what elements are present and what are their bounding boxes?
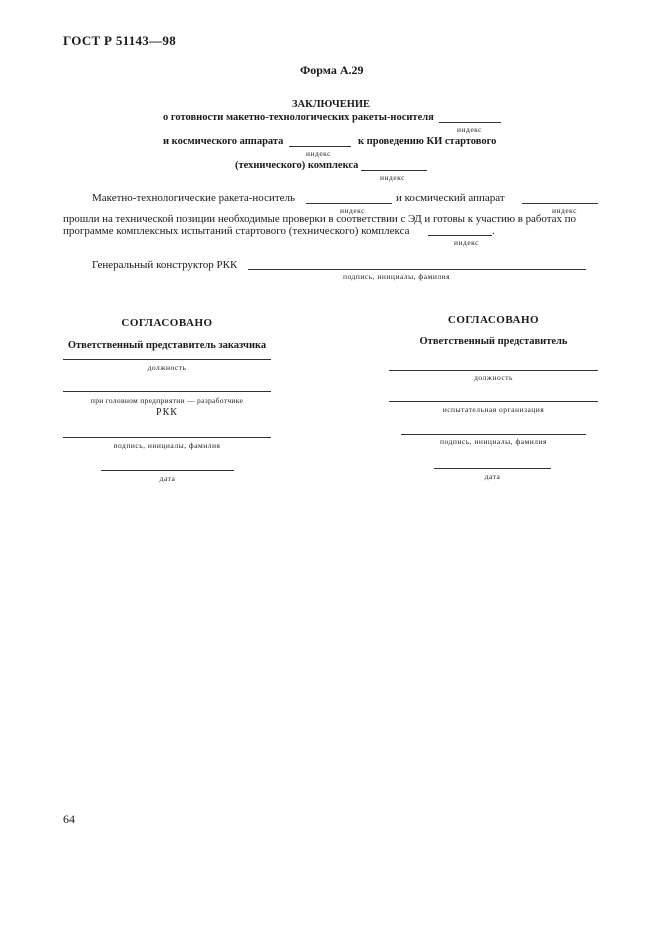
body-para3-end: .	[492, 225, 495, 237]
rocket-index-hint: индекс	[457, 125, 482, 134]
approval-left-signature-field	[63, 437, 271, 438]
title-line-3: (технического) комплекса	[235, 160, 359, 171]
rocket-index-body-hint: индекс	[340, 206, 365, 215]
approval-right-date-hint: дата	[484, 472, 501, 481]
spacecraft-index-field	[289, 146, 351, 147]
document-heading: ЗАКЛЮЧЕНИЕ	[292, 99, 371, 110]
approval-left-position-hint: должность	[147, 363, 187, 372]
rocket-index-field	[439, 122, 501, 123]
body-para3: программе комплексных испытаний стартового (технического) комплекса	[63, 225, 410, 237]
approval-right-signature-field	[401, 434, 586, 435]
program-index-field	[428, 235, 492, 236]
title-line-1: о готовности макетно-технологических ракеты-носителя	[163, 112, 434, 123]
complex-index-field	[361, 170, 427, 171]
chief-designer-hint: подпись, инициалы, фамилия	[343, 272, 451, 281]
approval-left-org-hint: при головном предприятии — разработчике	[90, 396, 244, 405]
program-index-hint: индекс	[454, 238, 479, 247]
standard-number: ГОСТ Р 51143—98	[63, 33, 177, 48]
approval-right-org-hint: испытательная организация	[442, 405, 545, 414]
complex-index-hint: индекс	[380, 173, 405, 182]
approval-right-position-hint: должность	[474, 373, 513, 382]
body-para1-middle: и космический аппарат	[396, 192, 505, 204]
approval-left-heading: СОГЛАСОВАНО	[121, 317, 213, 329]
approval-left-org-field	[63, 391, 271, 392]
body-para2: прошли на технической позиции необходимые проверки в соответствии с ЭД и готовы к участию в работах по	[63, 213, 576, 225]
rocket-index-body-field	[306, 203, 392, 204]
approval-left-signature-hint: подпись, инициалы, фамилия	[113, 441, 221, 450]
approval-right-org-field	[389, 401, 598, 402]
approval-right-position-field	[389, 370, 598, 371]
chief-designer-signature-field	[248, 269, 586, 270]
spacecraft-index-body-hint: индекс	[552, 206, 577, 215]
form-label: Форма А.29	[300, 63, 364, 77]
approval-left-subheading: Ответственный представитель заказчика	[67, 340, 267, 351]
approval-left-date-hint: дата	[159, 474, 176, 483]
spacecraft-index-hint: индекс	[306, 149, 331, 158]
page-number: 64	[63, 812, 75, 826]
title-line-2-part1: и космического аппарата	[163, 136, 284, 147]
approval-right-date-field	[434, 468, 551, 469]
chief-designer-label: Генеральный конструктор РКК	[92, 259, 238, 271]
approval-right-heading: СОГЛАСОВАНО	[447, 314, 540, 326]
body-para1-start: Макетно-технологические ракета-носитель	[92, 192, 296, 204]
approval-left-org-name: РКК	[156, 407, 178, 418]
spacecraft-index-body-field	[522, 203, 598, 204]
title-line-2-part2: к проведению КИ стартового	[358, 136, 497, 147]
approval-left-position-field	[63, 359, 271, 360]
approval-right-signature-hint: подпись, инициалы, фамилия	[439, 437, 548, 446]
approval-right-subheading: Ответственный представитель	[419, 336, 568, 347]
approval-left-date-field	[101, 470, 234, 471]
